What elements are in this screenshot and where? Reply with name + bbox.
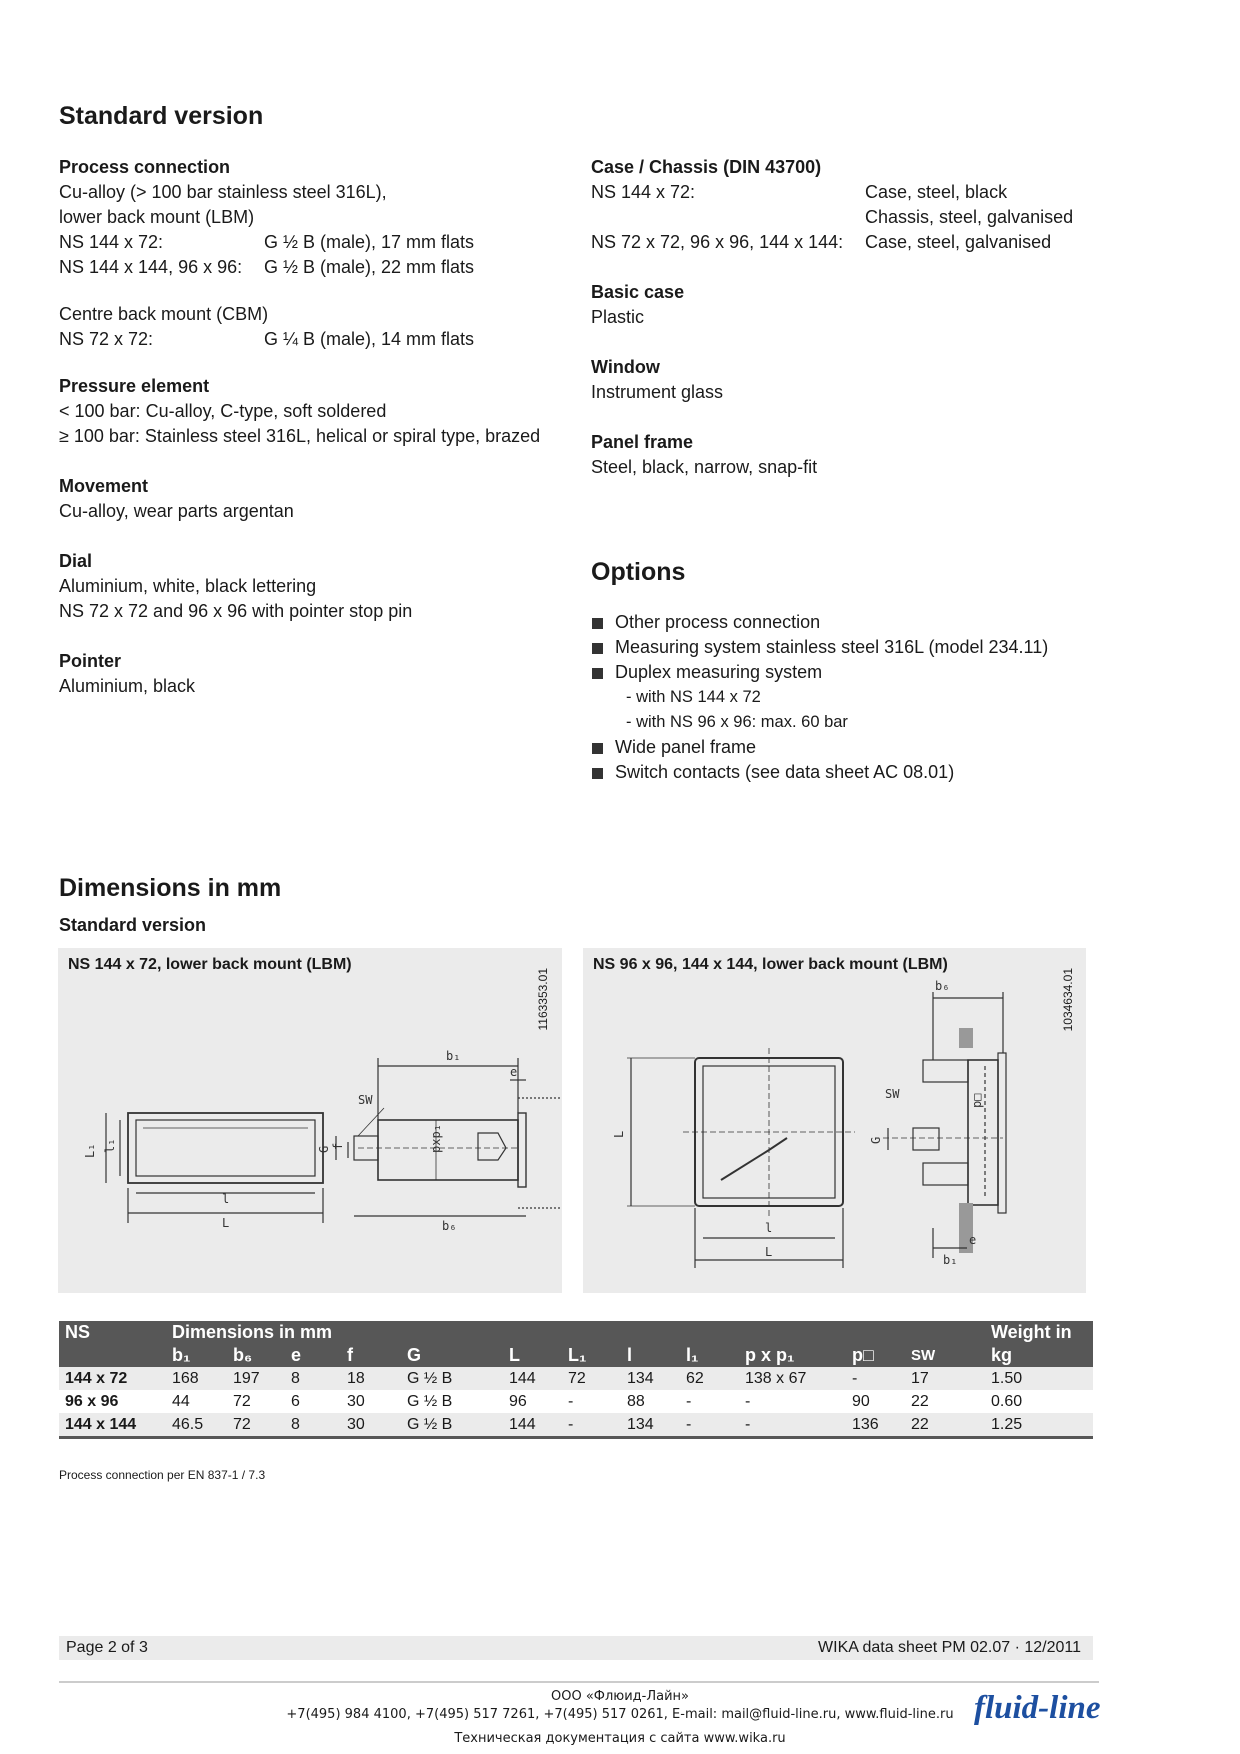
case-heading: Case / Chassis (DIN 43700) [591,157,822,177]
technical-drawing [583,948,1086,1293]
page-footer [59,1636,1093,1660]
standard-version-title: Standard version [59,102,264,130]
datasheet-ref: WIKA data sheet PM 02.07 · 12/2011 [818,1639,1081,1656]
cell: 138 x 67 [739,1367,846,1390]
option-item: Duplex measuring system [591,660,1151,685]
subheader: SW [905,1344,985,1367]
drawing-doc-number: 1163353.01 [536,968,550,1031]
table-note: Process connection per EN 837-1 / 7.3 [59,1468,266,1482]
page-number: Page 2 of 3 [66,1639,148,1656]
footer-divider [59,1681,1099,1683]
cell: 90 [852,1392,870,1410]
cell: 6 [291,1392,300,1410]
panel-frame-line1: Steel, black, narrow, snap-fit [591,457,818,477]
subheader: l₁ [680,1344,739,1367]
cell: 8 [285,1367,341,1390]
option-item: Other process connection [591,610,1151,635]
cell: 144 x 144 [59,1413,166,1438]
cell: 96 x 96 [65,1392,119,1410]
movement-heading: Movement [59,476,149,496]
window-line1: Instrument glass [591,382,724,402]
cell: 136 [846,1413,905,1438]
row-value: Case, steel, black [865,182,1008,202]
cbm-title: Centre back mount (CBM) [59,304,269,324]
subheader-weight-unit: kg [985,1344,1093,1367]
dial-line2: NS 72 x 72 and 96 x 96 with pointer stop pin [59,601,413,621]
header-weight: Weight in [985,1321,1093,1344]
cell: - [680,1413,739,1438]
table-row [59,1390,1093,1413]
cell: - [846,1367,905,1390]
process-connection-line2: lower back mount (LBM) [59,207,255,227]
process-connection-heading: Process connection [59,157,231,177]
cell: 46.5 [166,1413,227,1438]
row-value: G ½ B (male), 22 mm flats [264,257,475,277]
row-value: Chassis, steel, galvanised [865,207,1074,227]
cell: - [686,1392,692,1410]
cell: 44 [172,1392,190,1410]
row-key: NS 72 x 72, 96 x 96, 144 x 144: [591,232,844,252]
pressure-element-line2: ≥ 100 bar: Stainless steel 316L, helical or spiral type, brazed [59,426,541,446]
company-contacts: +7(495) 984 4100, +7(495) 517 7261, +7(495) 517 0261, E-mail: mail@fluid-line.ru, www.fluid-line.ru [286,1707,954,1722]
option-item: Wide panel frame [591,735,1151,760]
row-key: NS 144 x 72: [59,232,164,252]
cell: 62 [680,1367,739,1390]
cell: 72 [227,1413,285,1438]
process-connection-line1: Cu-alloy (> 100 bar stainless steel 316L), [59,182,387,202]
company-name: ООО «Флюид-Лайн» [551,1689,689,1704]
cell: 168 [166,1367,227,1390]
drawing-ns96x96-144x144 [583,948,1086,1293]
subheader: e [285,1344,341,1367]
subheader: f [341,1344,401,1367]
cell: 1.25 [985,1413,1093,1438]
options-list [591,610,1151,785]
subheader: b₆ [227,1344,285,1367]
case-row [591,180,1151,205]
row-key: NS 144 x 144, 96 x 96: [59,257,243,277]
label-sw: SW [885,1087,900,1101]
label-g: G [869,1136,883,1144]
drawing-title: NS 144 x 72, lower back mount (LBM) [68,956,352,973]
label-pxp1: pxp₁ [429,1124,443,1153]
technical-drawing [58,948,562,1293]
row-key: NS 144 x 72: [591,182,696,202]
label-L-side: L [612,1130,626,1138]
table-row [59,1367,1093,1390]
cell: 134 [621,1413,680,1438]
row-value: G ¼ B (male), 14 mm flats [264,329,475,349]
cell: - [745,1392,751,1410]
basic-case-line1: Plastic [591,307,645,327]
pointer-heading: Pointer [59,651,122,671]
header-dimensions: Dimensions in mm [166,1321,985,1344]
cell: G ½ B [401,1367,503,1390]
cell: 17 [905,1367,985,1390]
cell: 30 [341,1413,401,1438]
drawing-doc-number: 1034634.01 [1061,968,1075,1032]
subheader: b₁ [166,1344,227,1367]
subheader: p x p₁ [739,1344,846,1367]
cell: G ½ B [407,1392,453,1410]
cell: G ½ B [401,1413,503,1438]
process-connection-row [59,230,559,255]
cell: 144 [503,1367,562,1390]
subheader: l [621,1344,680,1367]
label-f: f [331,1142,345,1150]
fluid-line-logo: fluid-line [974,1690,1101,1726]
cell: 96 [509,1392,527,1410]
dimensions-title: Dimensions in mm [59,874,282,902]
label-b6: b₆ [935,979,950,993]
process-connection-row [59,255,559,280]
label-g: G [317,1145,331,1153]
cell: 144 x 72 [59,1367,166,1390]
label-e: e [969,1233,977,1247]
pointer-line1: Aluminium, black [59,676,196,696]
window-heading: Window [591,357,660,377]
label-p: p□ [970,1093,984,1108]
cell: - [568,1392,574,1410]
subheader: G [401,1344,503,1367]
cell: 72 [562,1367,621,1390]
cell: 1.50 [985,1367,1093,1390]
cell: 30 [347,1392,365,1410]
pressure-element-line1: < 100 bar: Cu-alloy, C-type, soft soldered [59,401,387,421]
label-e: e [510,1065,518,1079]
cell: 18 [341,1367,401,1390]
dimensions-subtitle: Standard version [59,915,207,935]
cell: 88 [627,1392,645,1410]
label-L: L [765,1245,773,1259]
label-l1: l₁ [103,1138,117,1153]
left-spec-column [59,155,559,699]
option-item: Measuring system stainless steel 316L (model 234.11) [591,635,1151,660]
options-title: Options [591,558,686,586]
dial-heading: Dial [59,551,93,571]
cell: 197 [227,1367,285,1390]
row-value: G ½ B (male), 17 mm flats [264,232,475,252]
row-key: NS 72 x 72: [59,329,154,349]
cell: 0.60 [991,1392,1023,1410]
dimensions-table [59,1321,1093,1439]
cell: - [562,1413,621,1438]
drawing-title: NS 96 x 96, 144 x 144, lower back mount (LBM) [593,956,948,973]
panel-frame-heading: Panel frame [591,432,694,452]
subheader: L₁ [562,1344,621,1367]
pressure-element-heading: Pressure element [59,376,210,396]
label-b1: b₁ [943,1253,958,1267]
option-item: Switch contacts (see data sheet AC 08.01) [591,760,1151,785]
subheader: p□ [846,1344,905,1367]
label-l: l [765,1221,773,1235]
cell: - [739,1413,846,1438]
label-b1: b₁ [446,1049,461,1063]
cell: 22 [911,1392,929,1410]
movement-line1: Cu-alloy, wear parts argentan [59,501,294,521]
cell: 144 [503,1413,562,1438]
drawing-ns144x72 [58,948,562,1293]
label-b6: b₆ [442,1219,457,1233]
source-note: Техническая документация с сайта www.wika.ru [454,1731,786,1746]
cell: 8 [285,1413,341,1438]
case-row [591,205,1151,230]
option-subitem: - with NS 144 x 72 [626,688,761,706]
cell: 22 [905,1413,985,1438]
cell: 134 [621,1367,680,1390]
row-value: Case, steel, galvanised [865,232,1052,252]
table-row [59,1413,1093,1438]
label-sw: SW [358,1093,373,1107]
cbm-row [59,327,559,352]
label-l: l [222,1192,230,1206]
subheader: L [503,1344,562,1367]
label-L1: L₁ [83,1143,97,1158]
header-ns: NS [59,1321,166,1344]
case-row [591,230,1151,255]
basic-case-heading: Basic case [591,282,685,302]
right-spec-column [591,155,1151,480]
label-L: L [222,1216,230,1230]
option-subitem: - with NS 96 x 96: max. 60 bar [626,713,848,731]
cell: 72 [233,1392,251,1410]
dial-line1: Aluminium, white, black lettering [59,576,317,596]
